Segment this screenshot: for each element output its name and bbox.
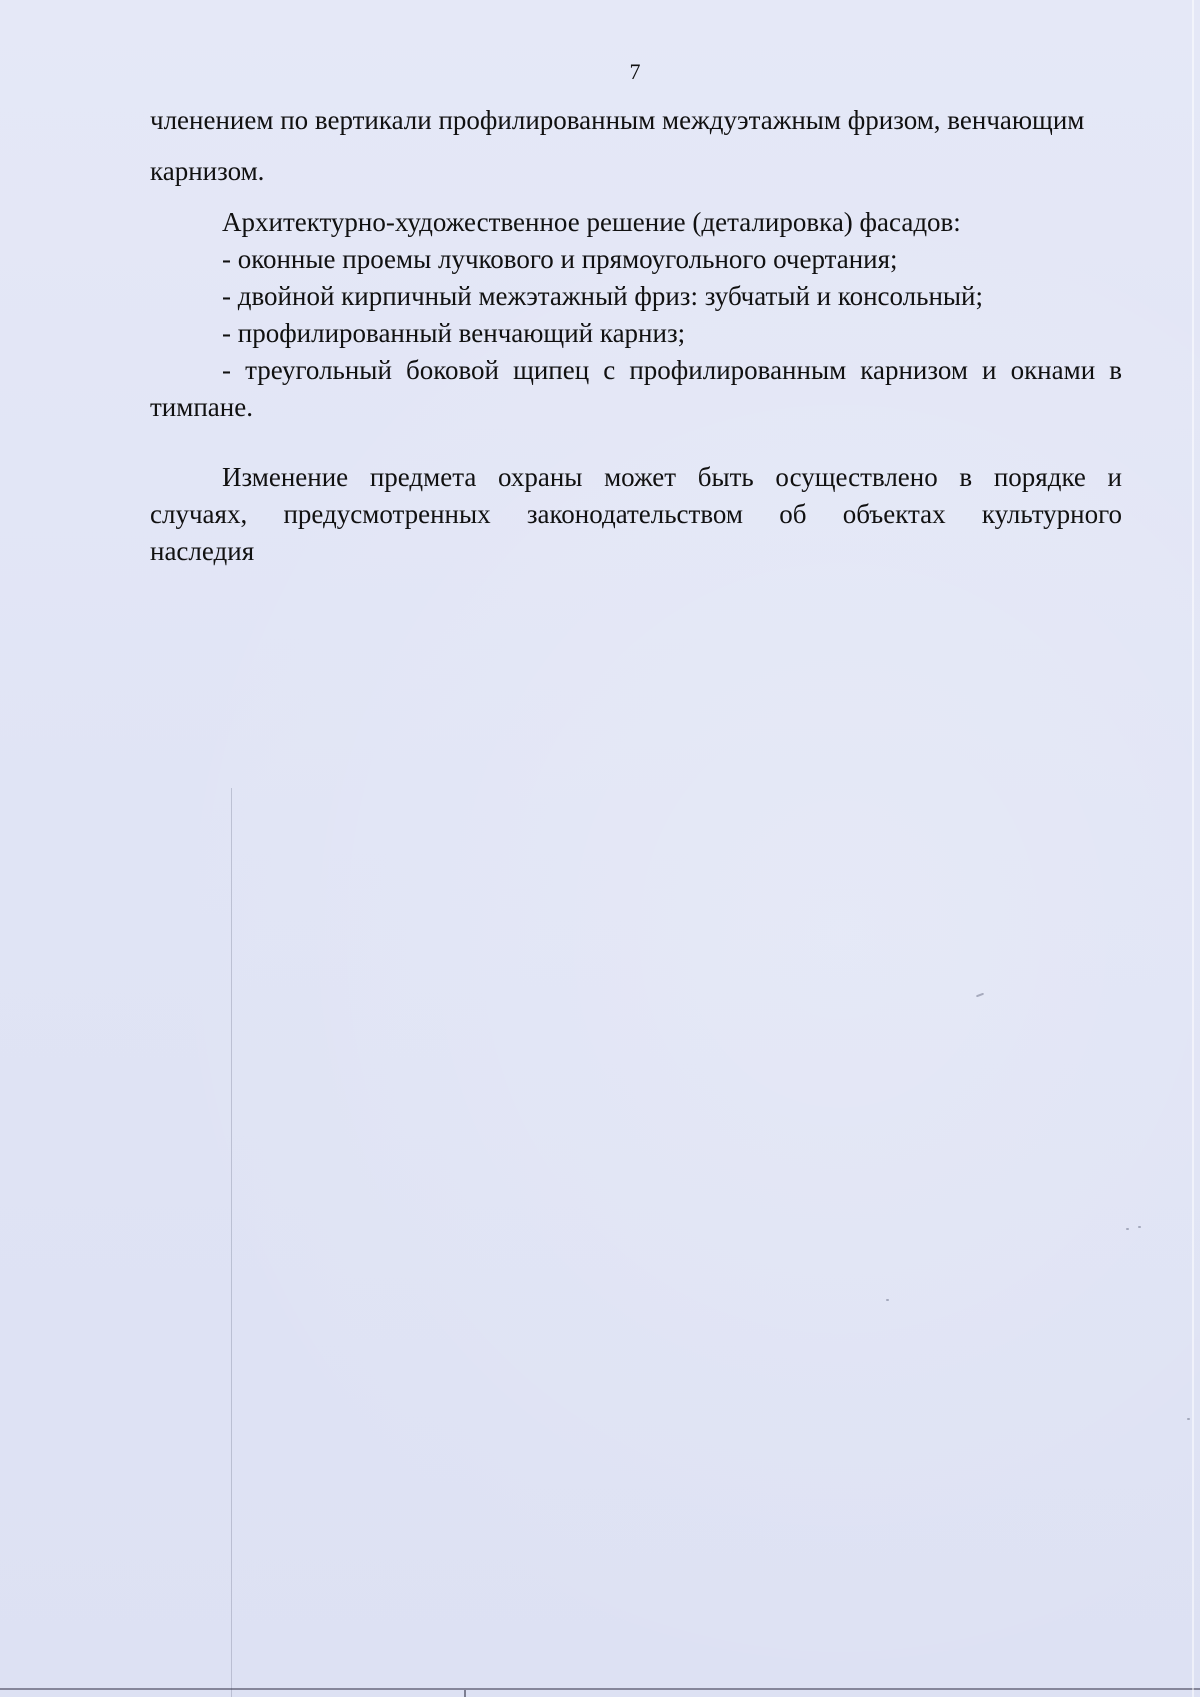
scan-speck xyxy=(1138,1226,1141,1228)
document-body xyxy=(150,102,1122,570)
page-number: 7 xyxy=(629,59,641,84)
facades-title: Архитектурно-художественное решение (деталировка) фасадов: xyxy=(222,207,961,237)
intro-paragraph xyxy=(150,102,1122,190)
list-item: - двойной кирпичный межэтажный фриз: зубчатый и консольный; xyxy=(222,281,984,311)
list-item-continuation: тимпане. xyxy=(150,392,253,422)
scan-artifact-line xyxy=(231,788,232,1697)
scan-speck xyxy=(976,993,984,998)
intro-line-1: членением по вертикали профилированным междуэтажным фризом, венчающим xyxy=(150,105,1085,135)
list-item: - профилированный венчающий карниз; xyxy=(222,318,686,348)
change-line-1: Изменение предмета охраны может быть осуществлено в порядке и xyxy=(222,462,1122,492)
scan-speck xyxy=(1126,1228,1129,1230)
list-item: - оконные проемы лучкового и прямоугольного очертания; xyxy=(222,244,898,274)
scan-artifact-tick xyxy=(464,1690,466,1697)
change-paragraph xyxy=(150,459,1122,570)
intro-line-2: карнизом. xyxy=(150,156,265,186)
scan-artifact-bottom-edge xyxy=(0,1688,1200,1690)
scan-artifact-right-edge xyxy=(1192,0,1194,1697)
scan-speck xyxy=(886,1299,889,1301)
change-line-3: наследия xyxy=(150,536,255,566)
scan-speck xyxy=(1187,1418,1190,1420)
list-item: - треугольный боковой щипец с профилированным карнизом и окнами в xyxy=(222,355,1122,385)
change-line-2: случаях, предусмотренных законодательством об объектах культурного xyxy=(150,499,1122,529)
